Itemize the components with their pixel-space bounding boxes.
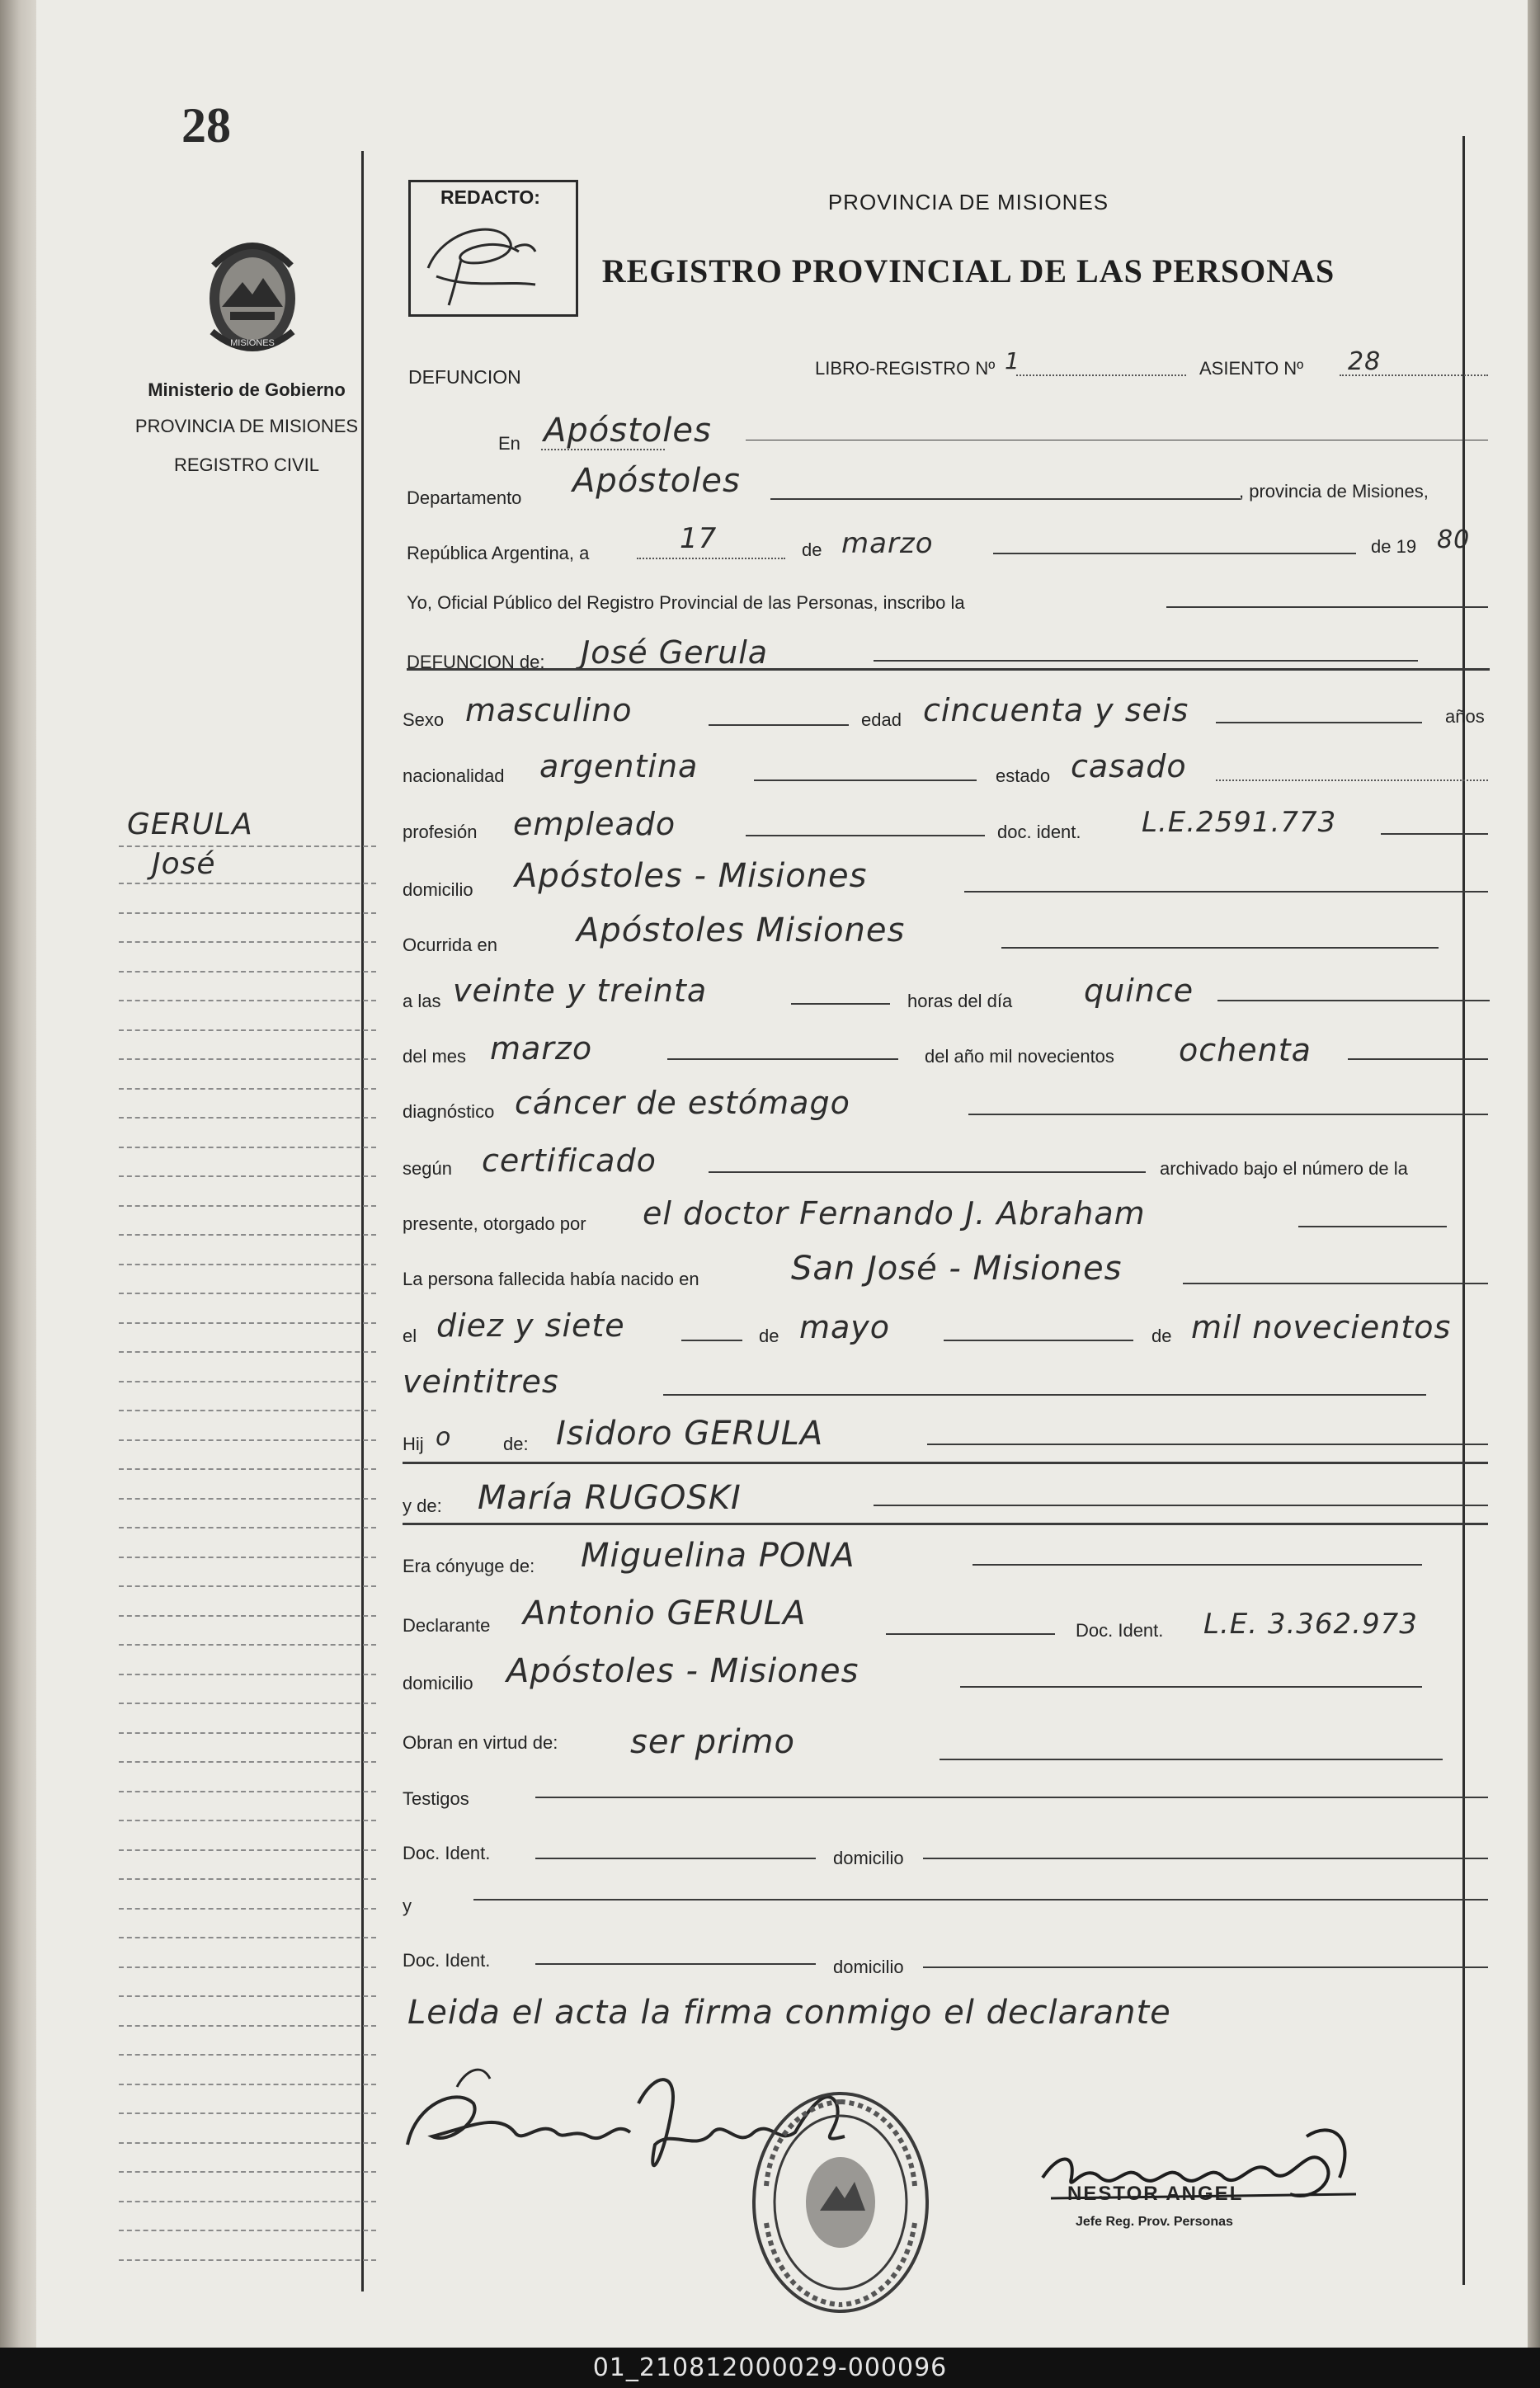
redacto-label: REDACTO: [437, 186, 544, 209]
declarante-value: Antonio GERULA [523, 1594, 807, 1632]
el-label: el [403, 1326, 417, 1346]
year-birth-value: veintitres [403, 1364, 559, 1400]
ocurrida-value: Apóstoles Misiones [577, 911, 906, 949]
margin-rule-line [119, 971, 376, 973]
diagnostico-label: diagnóstico [403, 1101, 495, 1122]
folio-number: 28 [181, 98, 231, 153]
margin-rule-line [119, 1058, 376, 1060]
ministry-registry: REGISTRO CIVIL [173, 455, 320, 475]
defuncion-label: DEFUNCION de: [407, 652, 545, 672]
doc1-label: Doc. Ident. [403, 1843, 491, 1863]
en-value: Apóstoles [544, 412, 712, 450]
republica-label: República Argentina, a [407, 543, 590, 563]
margin-rule-line [119, 1088, 376, 1090]
domicilio2-label: domicilio [403, 1673, 473, 1693]
margin-rule-line [119, 1468, 376, 1470]
presente-label: presente, otorgado por [403, 1213, 586, 1234]
y-label: y [403, 1896, 412, 1916]
dom2-label: domicilio [833, 1957, 904, 1977]
hijo-de-label: de: [503, 1434, 529, 1454]
margin-rule-line [119, 1820, 376, 1821]
margin-rule-line [119, 912, 376, 914]
presente-value: el doctor Fernando J. Abraham [643, 1195, 1146, 1232]
de3-label: de [1151, 1326, 1172, 1346]
official-stamp-name: NESTOR ANGEL [1067, 2183, 1244, 2205]
provincial-crest-icon [197, 233, 308, 356]
defuncion-value: José Gerula [581, 634, 769, 671]
margin-rule-line [119, 883, 376, 884]
margin-rule-line [119, 1498, 376, 1500]
margin-rule-line [119, 1557, 376, 1558]
asiento-line [1340, 374, 1488, 376]
madre-value: María RUGOSKI [478, 1479, 742, 1517]
docident-value: L.E.2591.773 [1142, 806, 1337, 839]
obran-value: ser primo [630, 1723, 795, 1761]
margin-rule-line [119, 1351, 376, 1353]
margin-rule-line [119, 1527, 376, 1528]
estado-value: casado [1071, 748, 1187, 784]
hijo-suffix: o [436, 1423, 452, 1452]
margin-rule-line [119, 2142, 376, 2144]
el-value: diez y siete [436, 1307, 625, 1344]
margin-rule-line [119, 2112, 376, 2114]
horas-value: quince [1084, 973, 1194, 1009]
book-binding [0, 0, 36, 2348]
libro-line [1016, 374, 1186, 376]
margin-rule-line [119, 1175, 376, 1177]
margin-rule-line [119, 1644, 376, 1646]
margin-rule-line [119, 1908, 376, 1910]
margin-given-name: José [152, 847, 216, 881]
register-sheet [36, 0, 1528, 2348]
de3-value: mil novecientos [1191, 1309, 1452, 1345]
en-label: En [498, 433, 520, 454]
de-year-label: de 19 [1371, 536, 1417, 557]
doc2-label: Doc. Ident. [403, 1950, 491, 1971]
provincia-label: , provincia de Misiones, [1239, 481, 1429, 502]
declarante-doc-value: L.E. 3.362.973 [1203, 1608, 1418, 1641]
sexo-value: masculino [465, 692, 633, 728]
margin-rule-line [119, 1322, 376, 1324]
margin-rule-line [119, 1205, 376, 1207]
margin-rule-line [119, 1147, 376, 1148]
margin-rule-line [119, 1381, 376, 1382]
margin-rule-line [119, 1849, 376, 1851]
margin-rule-line [119, 2084, 376, 2085]
nacido-label: La persona fallecida había nacido en [403, 1269, 699, 1289]
profesion-label: profesión [403, 822, 478, 842]
margin-rule-line [119, 1234, 376, 1236]
conyuge-value: Miguelina PONA [581, 1537, 855, 1575]
margin-rule-line [119, 1761, 376, 1763]
province-heading: PROVINCIA DE MISIONES [827, 190, 1109, 214]
nacido-value: San José - Misiones [791, 1250, 1123, 1288]
ministry-name: Ministerio de Gobierno [148, 379, 346, 400]
margin-rule-line [119, 1791, 376, 1792]
domicilio-label: domicilio [403, 879, 473, 900]
delmes-label: del mes [403, 1046, 467, 1067]
margin-divider [361, 151, 364, 2291]
nacionalidad-value: argentina [539, 748, 699, 784]
archivado-label: archivado bajo el número de la [1160, 1158, 1408, 1179]
horas-label: horas del día [907, 991, 1013, 1011]
margin-rule-line [119, 2230, 376, 2231]
margin-rule-line [119, 1293, 376, 1294]
margin-rule-line [119, 1410, 376, 1411]
margin-rule-line [119, 1966, 376, 1968]
margin-rule-line [119, 1878, 376, 1880]
margin-rule-line [119, 1937, 376, 1938]
edad-value: cincuenta y seis [923, 692, 1189, 728]
de-label: de [802, 539, 822, 560]
libro-label: LIBRO-REGISTRO Nº [815, 358, 996, 379]
image-filename: 01_210812000029-000096 [0, 2348, 1540, 2388]
dom1-label: domicilio [833, 1848, 904, 1868]
de2-label: de [759, 1326, 779, 1346]
alas-value: veinte y treinta [453, 973, 708, 1009]
asiento-value: 28 [1348, 347, 1382, 376]
official-stamp-title: Jefe Reg. Prov. Personas [1076, 2215, 1233, 2229]
margin-rule-line [119, 2201, 376, 2202]
month-value: marzo [841, 527, 934, 560]
page-edge [1528, 0, 1540, 2348]
edad-label: edad [861, 709, 902, 730]
margin-rule-line [119, 1732, 376, 1734]
margin-rule-line [119, 2171, 376, 2173]
margin-rule-line [119, 2259, 376, 2261]
domicilio-value: Apóstoles - Misiones [515, 857, 868, 895]
segun-label: según [403, 1158, 452, 1179]
yde-label: y de: [403, 1495, 442, 1516]
anos-label: años [1445, 706, 1485, 727]
margin-rule-line [119, 941, 376, 943]
registry-stamp [746, 2087, 935, 2318]
de2-value: mayo [799, 1309, 891, 1345]
alas-label: a las [403, 991, 441, 1011]
margin-rule-line [119, 2025, 376, 2027]
registry-title: REGISTRO PROVINCIAL DE LAS PERSONAS [601, 252, 1335, 290]
libro-value: 1 [1005, 347, 1020, 374]
declarante-label: Declarante [403, 1615, 491, 1636]
margin-rule-line [119, 1995, 376, 1997]
profesion-value: empleado [513, 806, 676, 842]
yo-label: Yo, Oficial Público del Registro Provincial de las Personas, inscribo la [407, 592, 965, 613]
margin-rule-line [119, 1585, 376, 1587]
margin-rule-line [119, 1029, 376, 1031]
crest-text: MISIONES [230, 338, 275, 348]
delano-label: del año mil novecientos [925, 1046, 1114, 1067]
hijo-label: Hij [403, 1434, 424, 1454]
margin-rule-line [119, 1674, 376, 1675]
departamento-value: Apóstoles [572, 462, 741, 500]
margin-surname: GERULA [127, 808, 253, 841]
right-border [1462, 136, 1465, 2285]
margin-rule-line [119, 1615, 376, 1617]
asiento-label: ASIENTO Nº [1199, 358, 1304, 379]
delmes-value: marzo [490, 1030, 593, 1067]
margin-rule-line [119, 845, 376, 847]
closing-statement: Leida el acta la firma conmigo el declarante [407, 1994, 1171, 2032]
margin-rule-line [119, 2054, 376, 2056]
act-type-label: DEFUNCION [408, 366, 521, 388]
margin-rule-line [119, 1117, 376, 1119]
docident-label: doc. ident. [997, 822, 1081, 842]
margin-rule-line [119, 1703, 376, 1704]
margin-rule-line [119, 1264, 376, 1265]
ocurrida-label: Ocurrida en [403, 935, 497, 955]
domicilio2-value: Apóstoles - Misiones [506, 1652, 859, 1690]
margin-rule-line [119, 1439, 376, 1441]
year-value: 80 [1437, 525, 1471, 554]
margin-rule-line [119, 1000, 376, 1001]
estado-label: estado [996, 765, 1051, 786]
nacionalidad-label: nacionalidad [403, 765, 505, 786]
segun-value: certificado [482, 1142, 657, 1179]
departamento-label: Departamento [407, 487, 522, 508]
padre-value: Isidoro GERULA [556, 1415, 824, 1453]
sexo-label: Sexo [403, 709, 445, 730]
ministry-province: PROVINCIA DE MISIONES [134, 416, 359, 436]
diagnostico-value: cáncer de estómago [515, 1085, 850, 1121]
obran-label: Obran en virtud de: [403, 1732, 558, 1753]
testigos-label: Testigos [403, 1788, 469, 1809]
delano-value: ochenta [1179, 1032, 1312, 1068]
conyuge-label: Era cónyuge de: [403, 1556, 535, 1576]
day-value: 17 [680, 522, 718, 555]
declarante-doc-label: Doc. Ident. [1076, 1620, 1164, 1641]
